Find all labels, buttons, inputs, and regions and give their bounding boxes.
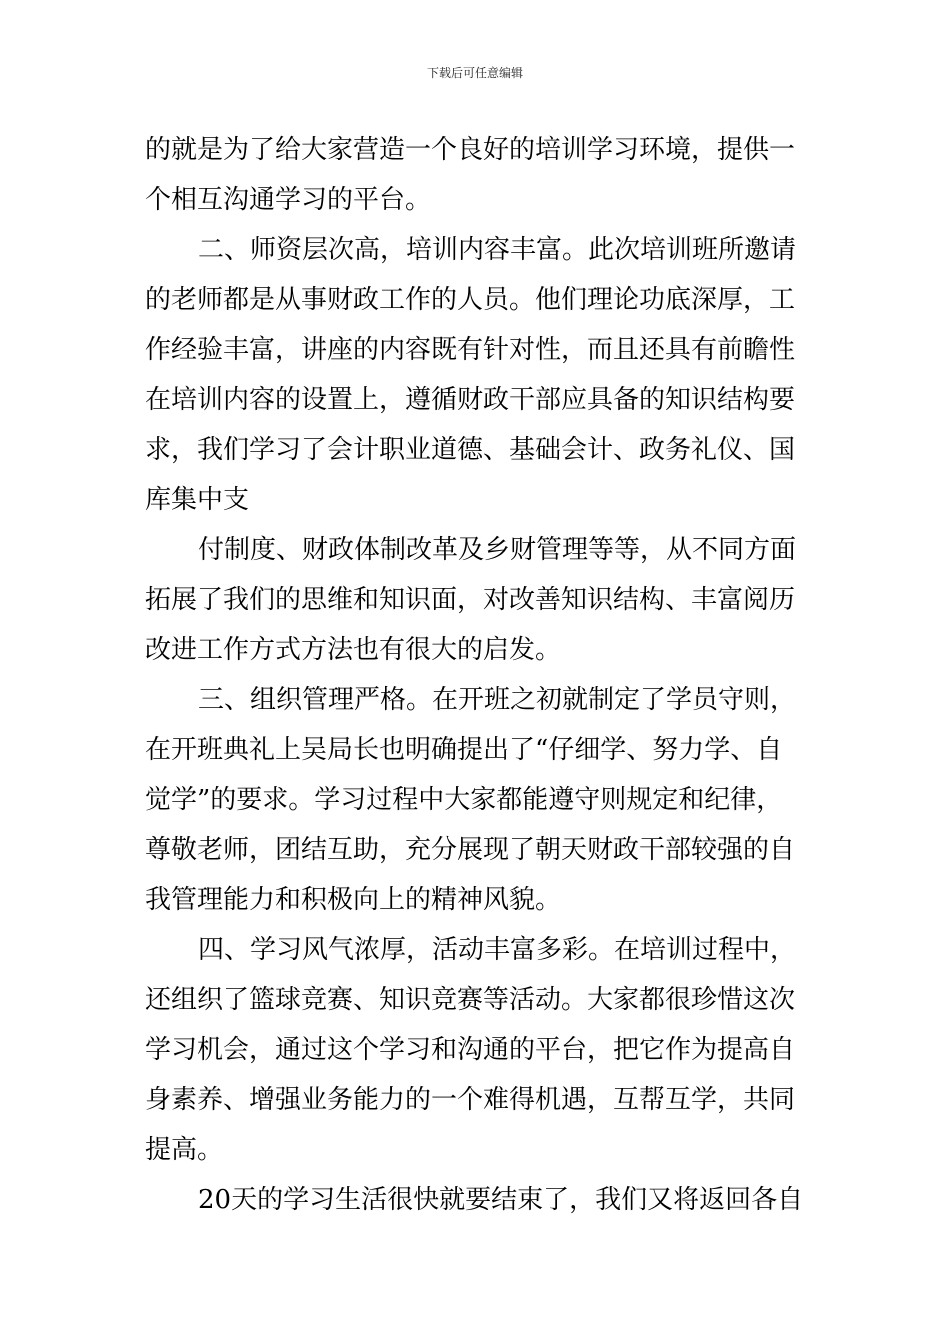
text-line: 求，我们学习了会计职业道德、基础会计、政务礼仪、国: [145, 435, 796, 465]
text-line: 学习机会，通过这个学习和沟通的平台，把它作为提高自: [145, 1035, 796, 1065]
page-header: 下载后可任意编辑: [426, 66, 523, 80]
text-line: 在开班典礼上吴局长也明确提出了“仔细学、努力学、自: [145, 735, 783, 765]
text-line: 个相互沟通学习的平台。: [145, 185, 432, 215]
text-line: 四、学习风气浓厚，活动丰富多彩。在培训过程中，: [198, 935, 797, 965]
text-line: 20天的学习生活很快就要结束了，我们又将返回各自: [198, 1185, 804, 1215]
text-line: 三、组织管理严格。在开班之初就制定了学员守则，: [198, 685, 797, 715]
text-line: 库集中支: [145, 485, 250, 515]
text-line: 提高。: [145, 1135, 224, 1165]
text-line: 改进工作方式方法也有很大的启发。: [145, 635, 562, 665]
text-line: 还组织了篮球竞赛、知识竞赛等活动。大家都很珍惜这次: [145, 985, 796, 1015]
text-line: 身素养、增强业务能力的一个难得机遇，互帮互学，共同: [145, 1085, 796, 1115]
text-line: 我管理能力和积极向上的精神风貌。: [145, 885, 562, 915]
text-line: 在培训内容的设置上，遵循财政干部应具备的知识结构要: [145, 385, 796, 415]
text-line: 的就是为了给大家营造一个良好的培训学习环境，提供一: [145, 135, 796, 165]
text-line: 的老师都是从事财政工作的人员。他们理论功底深厚，工: [145, 285, 796, 315]
text-line: 尊敬老师，团结互助，充分展现了朝天财政干部较强的自: [145, 835, 796, 865]
text-line: 觉学”的要求。学习过程中大家都能遵守则规定和纪律，: [145, 785, 783, 815]
text-line: 付制度、财政体制改革及乡财管理等等，从不同方面: [198, 535, 797, 565]
text-line: 作经验丰富，讲座的内容既有针对性，而且还具有前瞻性: [145, 335, 796, 365]
text-line: 拓展了我们的思维和知识面，对改善知识结构、丰富阅历: [145, 585, 796, 615]
text-line: 二、师资层次高，培训内容丰富。此次培训班所邀请: [198, 235, 797, 265]
